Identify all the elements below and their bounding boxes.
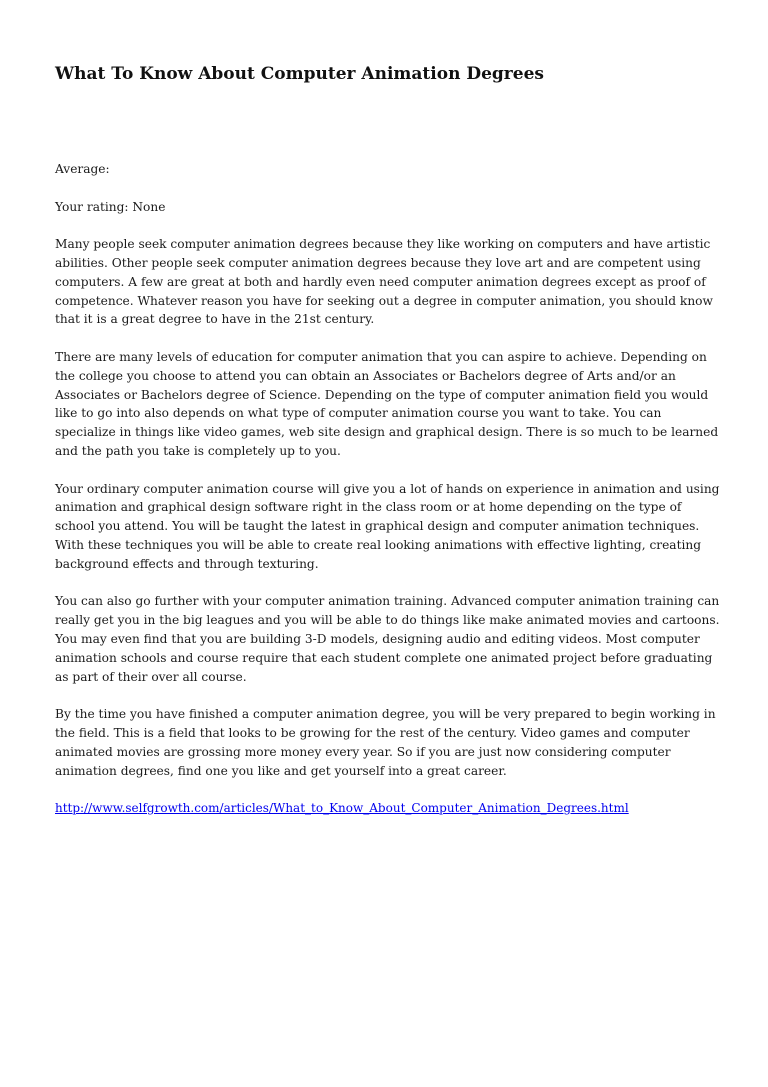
average-rating-label: Average:: [55, 162, 110, 176]
paragraph-4: You can also go further with your computer animation training. Advanced computer animation training can really get you in the big leagues and you will be able to do things like make animated movies and cartoons. You may even find that you are building 3-D models, designing audio and editing videos. Most computer animation schools and course require that each student complete one animated project before graduating as part of their over all course.: [55, 594, 720, 684]
paragraph-2: There are many levels of education for computer animation that you can aspire to achieve. Depending on the college you choose to attend you can obtain an Associates or Bachelors degree of Arts and/or an Associates or Bachelors degree of Science. Depending on the type of computer animation field you would like to go into also depends on what type of computer animation course you want to take. You can specialize in things like video games, web site design and graphical design. There is so much to be learned and the path you take is completely up to you.: [55, 349, 719, 458]
your-rating-label: Your rating: None: [55, 199, 166, 214]
source-link[interactable]: http://www.selfgrowth.com/articles/What_to_Know_About_Computer_Animation_Degrees.html: [55, 801, 629, 816]
paragraph-3: Your ordinary computer animation course will give you a lot of hands on experience in animation and using animation and graphical design software right in the class room or at home depending on the type of school you attend. You will be taught the latest in graphical design and computer animation techniques. With these techniques you will be able to create real looking animations with effective lighting, creating background effects and through texturing.: [55, 481, 720, 571]
paragraph-1: Many people seek computer animation degrees because they like working on computers and have artistic abilities. Other people seek computer animation degrees because they love art and are competent using computers. A few are great at both and hardly even need computer animation degrees except as proof of competence. Whatever reason you have for seeking out a degree in computer animation, you should know that it is a great degree to have in the 21st century.: [55, 237, 713, 327]
document-title: What To Know About Computer Animation Degrees: [55, 64, 544, 84]
paragraph-5: By the time you have finished a computer animation degree, you will be very prepared to begin working in the field. This is a field that looks to be growing for the rest of the century. Video games and computer animated movies are grossing more money every year. So if you are just now considering computer animation degrees, find one you like and get yourself into a great career.: [55, 707, 716, 778]
document-body: [55, 160, 720, 818]
